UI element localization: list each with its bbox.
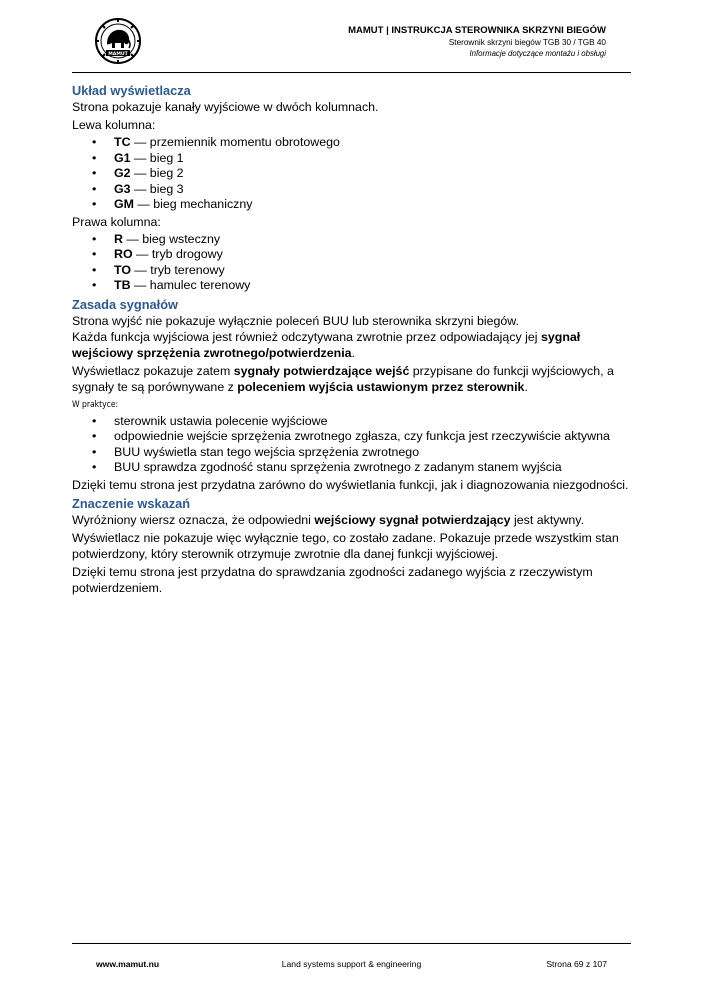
- list-item: • RO — tryb drogowy: [114, 247, 631, 263]
- list-item: • TC — przemiennik momentu obrotowego: [114, 135, 631, 151]
- left-column-list: [72, 135, 631, 213]
- paragraph: Wyświetlacz nie pokazuje więc wyłącznie tego, co zostało zadane. Pokazuje przede wszystkim stan potwierdzony, który sterownik otrzymuje zwrotnie dla danej funkcji wyjściowej.: [72, 530, 619, 561]
- footer-divider: [72, 943, 631, 944]
- list-item: • sterownik ustawia polecenie wyjściowe: [114, 414, 631, 430]
- practice-label: W praktyce:: [72, 399, 119, 410]
- document-note: Informacje dotyczące montażu i obsługi: [469, 49, 606, 58]
- list-item: • BUU wyświetla stan tego wejścia sprzężenia zwrotnego: [114, 445, 631, 461]
- paragraph: Strona pokazuje kanały wyjściowe w dwóch kolumnach.: [72, 100, 379, 114]
- list-item: • GM — bieg mechaniczny: [114, 197, 631, 213]
- page-header: [72, 16, 631, 73]
- logo-text: MAMUT: [108, 52, 128, 57]
- paragraph: Wyświetlacz pokazuje zatem sygnały potwierdzające wejść przypisane do funkcji wyjściowych, a sygnały te są porównywane z poleceniem wyjścia ustawionym przez sterownik.: [72, 363, 614, 394]
- footer-center-text: Land systems support & engineering: [281, 959, 422, 969]
- paragraph: Każda funkcja wyjściowa jest również odczytywana zwrotnie przez odpowiadający jej sygnał wejściowy sprzężenia zwrotnego/potwierdzenia.: [72, 329, 581, 360]
- page-number: Strona 69 z 107: [546, 959, 607, 969]
- mamut-logo-icon: [94, 17, 142, 65]
- paragraph: Dzięki temu strona jest przydatna zarówno do wyświetlania funkcji, jak i diagnozowania niezgodności.: [72, 477, 629, 492]
- document-title: MAMUT | INSTRUKCJA STEROWNIKA SKRZYNI BIEGÓW: [348, 25, 606, 36]
- paragraph: Dzięki temu strona jest przydatna do sprawdzania zgodności zadanego wyjścia z rzeczywistym potwierdzeniem.: [72, 564, 593, 595]
- section-heading-indication-meaning: Znaczenie wskazań: [72, 495, 191, 511]
- right-column-label: Prawa kolumna:: [72, 214, 161, 229]
- right-column-list: [72, 232, 631, 294]
- list-item: • TB — hamulec terenowy: [114, 278, 631, 294]
- list-item: • G3 — bieg 3: [114, 182, 631, 198]
- practice-list: [72, 414, 631, 476]
- list-item: • odpowiednie wejście sprzężenia zwrotnego zgłasza, czy funkcja jest rzeczywiście aktywna: [114, 429, 631, 445]
- document-subtitle: Sterownik skrzyni biegów TGB 30 / TGB 40: [448, 38, 606, 47]
- list-item: • G2 — bieg 2: [114, 166, 631, 182]
- list-item: • BUU sprawdza zgodność stanu sprzężenia zwrotnego z zadanym stanem wyjścia: [114, 460, 631, 476]
- page-content: [72, 83, 631, 596]
- list-item: • G1 — bieg 1: [114, 151, 631, 167]
- paragraph: Strona wyjść nie pokazuje wyłącznie poleceń BUU lub sterownika skrzyni biegów.: [72, 313, 519, 328]
- list-item: • R — bieg wsteczny: [114, 232, 631, 248]
- footer-website-link[interactable]: www.mamut.nu: [96, 959, 160, 969]
- header-divider: [72, 72, 631, 73]
- section-heading-signal-principle: Zasada sygnałów: [72, 296, 178, 312]
- paragraph: Wyróżniony wiersz oznacza, że odpowiedni wejściowy sygnał potwierdzający jest aktywny.: [72, 512, 585, 527]
- left-column-label: Lewa kolumna:: [72, 118, 156, 132]
- section-heading-display-layout: Układ wyświetlacza: [72, 83, 191, 98]
- list-item: • TO — tryb terenowy: [114, 263, 631, 279]
